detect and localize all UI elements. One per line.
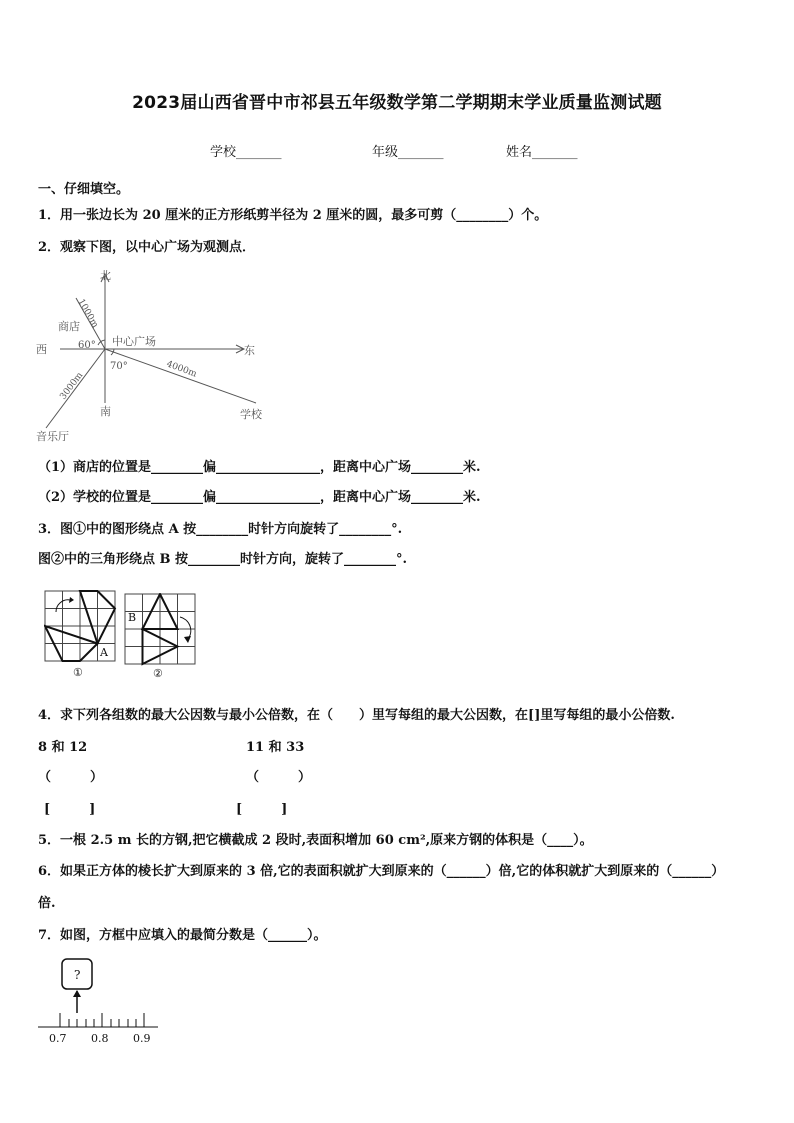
- figure-1: [44, 590, 118, 680]
- school-field: 学校_______: [210, 145, 282, 160]
- question-7: 7．如图，方框中应填入的最简分数是（______）。: [38, 928, 327, 943]
- fig2-caption: ②: [153, 667, 163, 680]
- tick-label-0-7: 0.7: [49, 1032, 67, 1045]
- hall-distance: 3000m: [58, 370, 86, 402]
- west-label: 西: [36, 343, 47, 356]
- q4-lcm-blank-1: [ ]: [44, 802, 96, 817]
- hall-label: 音乐厅: [36, 430, 69, 443]
- q4-gcd-blank-1: （ ）: [38, 770, 104, 785]
- question-2-2: （2）学校的位置是________偏________________，距离中心广场________米.: [38, 490, 481, 505]
- q4-lcm-blank-2: [ ]: [236, 802, 288, 817]
- answer-box-text: ?: [74, 968, 81, 982]
- question-6-cont: 倍.: [38, 896, 56, 911]
- question-2: 2．观察下图，以中心广场为观测点．: [38, 240, 256, 255]
- question-4: 4．求下列各组数的最大公因数与最小公倍数，在（ ）里写每组的最大公因数，在[]里写每组的最小公倍数.: [38, 708, 675, 723]
- q4-group-1: 8 和 12: [38, 740, 88, 755]
- fig1-point-label: A: [100, 646, 108, 659]
- shop-label: 商店: [58, 320, 80, 333]
- question-3b: 图②中的三角形绕点 B 按________时针方向，旋转了________°.: [38, 552, 408, 567]
- question-5: 5．一根 2.5 m 长的方钢,把它横截成 2 段时,表面积增加 60 cm²,原来方钢的体积是（____）。: [38, 833, 593, 848]
- page-title: 2023届山西省晋中市祁县五年级数学第二学期期末学业质量监测试题: [132, 93, 662, 113]
- section-heading: 一、仔细填空。: [38, 182, 130, 197]
- question-1: 1．用一张边长为 20 厘米的正方形纸剪半径为 2 厘米的圆，最多可剪（________）个。: [38, 208, 548, 223]
- name-field: 姓名_______: [506, 145, 578, 160]
- fig2-point-label: B: [128, 611, 137, 624]
- tick-label-0-9: 0.9: [133, 1032, 151, 1045]
- south-label: 南: [100, 405, 111, 418]
- grade-field: 年级_______: [372, 145, 444, 160]
- center-label: 中心广场: [112, 335, 156, 348]
- figure-2: [124, 593, 198, 681]
- shop-angle: 60°: [78, 340, 96, 351]
- question-3a: 3．图①中的图形绕点 A 按________时针方向旋转了________°.: [38, 522, 403, 537]
- school-label: 学校: [240, 408, 262, 421]
- school-distance: 4000m: [164, 359, 198, 380]
- fig1-caption: ①: [73, 666, 83, 679]
- school-angle: 70°: [110, 361, 128, 372]
- question-6: 6．如果正方体的棱长扩大到原来的 3 倍,它的表面积就扩大到原来的（______）倍,它的体积就扩大到原来的（______）: [38, 864, 725, 879]
- east-label: 东: [244, 344, 255, 357]
- q4-gcd-blank-2: （ ）: [246, 770, 312, 785]
- north-label: 北: [100, 269, 111, 282]
- number-line-figure: [36, 955, 166, 1047]
- question-2-1: （1）商店的位置是________偏________________，距离中心广场________米.: [38, 460, 481, 475]
- tick-label-0-8: 0.8: [91, 1032, 109, 1045]
- q4-group-2: 11 和 33: [246, 740, 305, 755]
- compass-diagram: [34, 268, 279, 444]
- shop-distance: 1000m: [75, 297, 100, 330]
